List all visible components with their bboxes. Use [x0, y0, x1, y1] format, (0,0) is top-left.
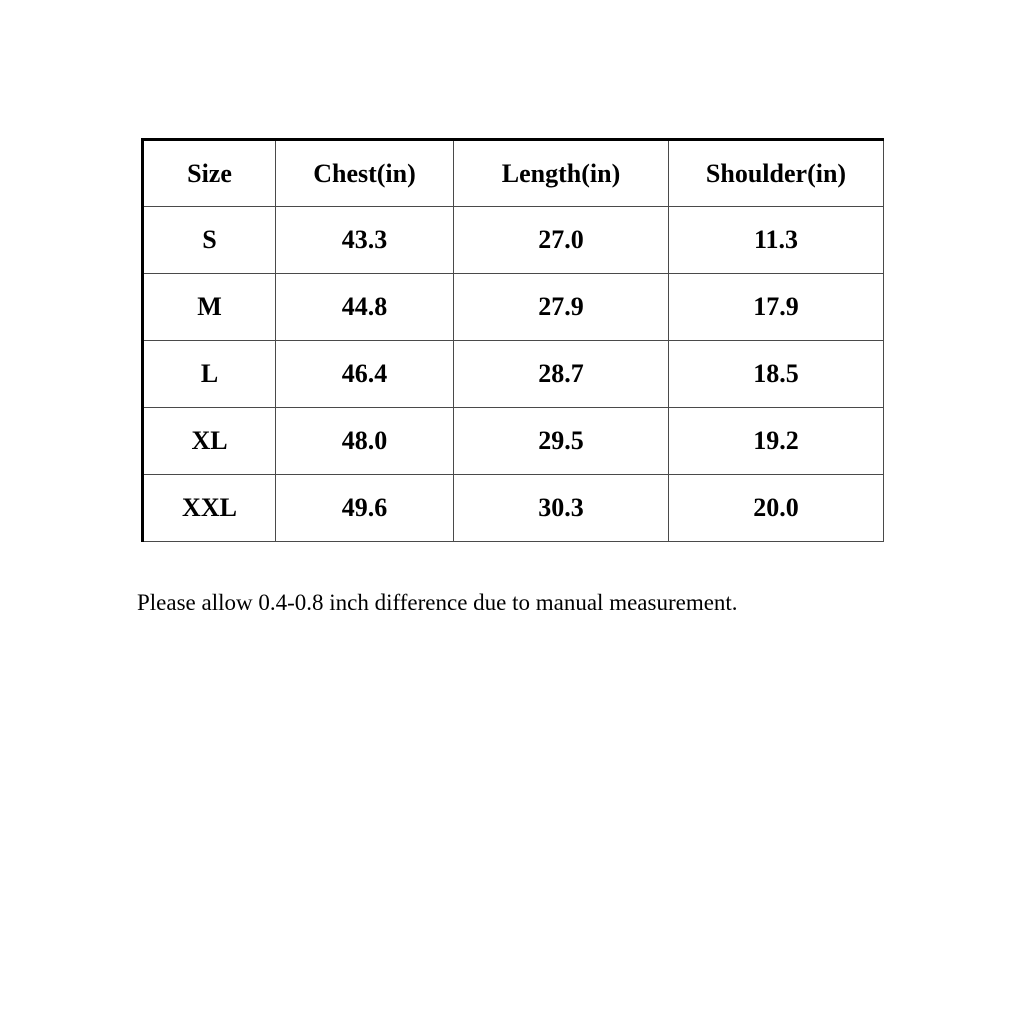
cell-chest: 44.8 [276, 274, 454, 341]
table-row [143, 408, 884, 475]
cell-size: L [143, 341, 276, 408]
cell-shoulder: 18.5 [669, 341, 884, 408]
header-chest: Chest(in) [276, 140, 454, 207]
cell-size: S [143, 207, 276, 274]
cell-shoulder: 17.9 [669, 274, 884, 341]
header-shoulder: Shoulder(in) [669, 140, 884, 207]
table-header-row [143, 140, 884, 207]
cell-length: 27.9 [454, 274, 669, 341]
cell-size: XXL [143, 475, 276, 542]
cell-shoulder: 11.3 [669, 207, 884, 274]
cell-size: XL [143, 408, 276, 475]
cell-length: 30.3 [454, 475, 669, 542]
cell-shoulder: 20.0 [669, 475, 884, 542]
header-length: Length(in) [454, 140, 669, 207]
table-row [143, 274, 884, 341]
table-row [143, 475, 884, 542]
cell-size: M [143, 274, 276, 341]
cell-shoulder: 19.2 [669, 408, 884, 475]
cell-chest: 48.0 [276, 408, 454, 475]
cell-length: 27.0 [454, 207, 669, 274]
cell-chest: 49.6 [276, 475, 454, 542]
cell-chest: 46.4 [276, 341, 454, 408]
measurement-note: Please allow 0.4-0.8 inch difference due to manual measurement. [137, 590, 738, 615]
table-row [143, 341, 884, 408]
size-chart-table [141, 138, 884, 542]
table-row [143, 207, 884, 274]
cell-length: 28.7 [454, 341, 669, 408]
header-size: Size [143, 140, 276, 207]
cell-chest: 43.3 [276, 207, 454, 274]
cell-length: 29.5 [454, 408, 669, 475]
